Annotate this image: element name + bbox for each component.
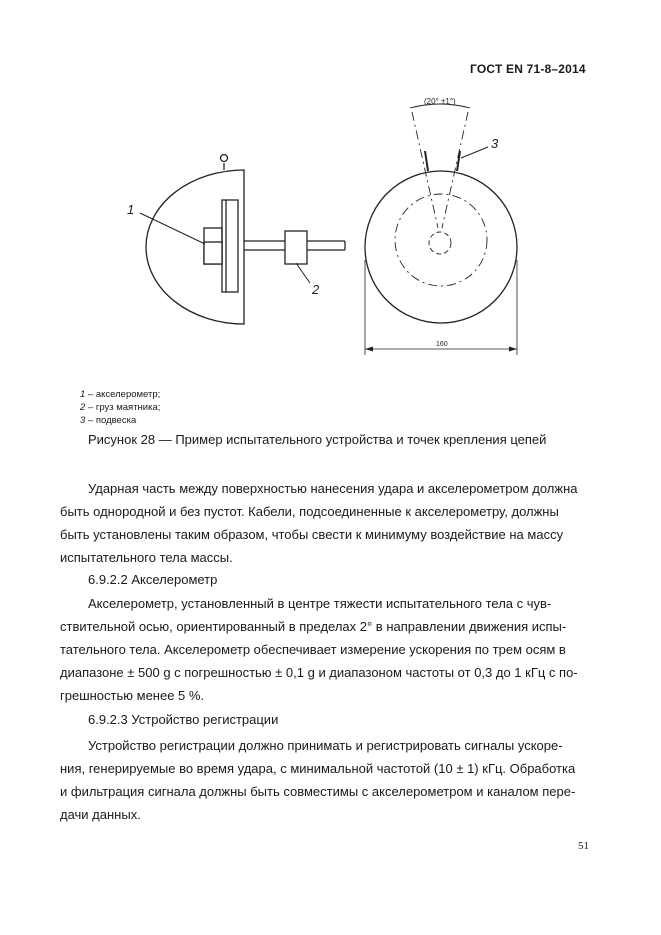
legend-item: 1 – акселерометр; [80,389,161,400]
suspension-ring [221,155,228,162]
suspension-lug-left [425,151,428,171]
label-3: 3 [491,136,499,151]
plate [222,200,238,292]
paragraph-3: Устройство регистрации должно принимать и регистрировать сигналы ускоре- ния, генерируемые во время удара, с минимальной частотой (10 ± 1) кГц. Обработка и фильтрация сигнала должны быть совместимы с акселерометром и каналом пере- дачи данных. [60,738,576,822]
figure-caption: Рисунок 28 — Пример испытательного устройства и точек крепления цепей [88,432,547,447]
center-circle-dashed [429,232,451,254]
test-device-figure [0,0,661,380]
leader-line-3 [461,147,488,158]
page-number: 51 [578,840,589,852]
label-2: 2 [312,282,320,297]
pendulum-weight [285,231,307,264]
leader-line-1 [140,213,205,244]
paragraph-2: Акселерометр, установленный в центре тяжести испытательного тела с чув- ствительной осью, ориентированный в пределах 2° в направлении движения испы- тательного тела. Акселерометр обеспечивает измерение ускорения по трем осям в диапазоне ± 500 g с погрешностью ± 0,1 g и диапазоном частоты от 0,3 до 1 кГц с по- грешностью менее 5 %. [60,596,578,703]
hemisphere-outline [146,170,244,324]
legend-item: 3 – подвеска [80,415,137,426]
label-1: 1 [127,202,135,217]
document-header: ГОСТ EN 71-8–2014 [470,62,586,76]
dimension-value: 160 [436,341,448,348]
leader-line-2 [296,263,310,283]
section-heading-accelerometer: 6.9.2.2 Акселерометр [88,572,218,587]
paragraph-1: Ударная часть между поверхностью нанесения удара и акселерометром должна быть однородной и без пустот. Кабели, подсоединенные к акселерометру, должны быть установлены таким образом, чтобы свести к минимуму воздействие на массу испытательного тела массы. [60,481,578,565]
side-view-drawing [146,155,345,325]
angle-annotation: (20° ±1°) [424,97,456,106]
section-heading-recording-device: 6.9.2.3 Устройство регистрации [88,712,279,727]
legend-item: 2 – груз маятника; [80,402,161,413]
legend [80,388,160,427]
inner-circle-dashed [395,194,487,286]
